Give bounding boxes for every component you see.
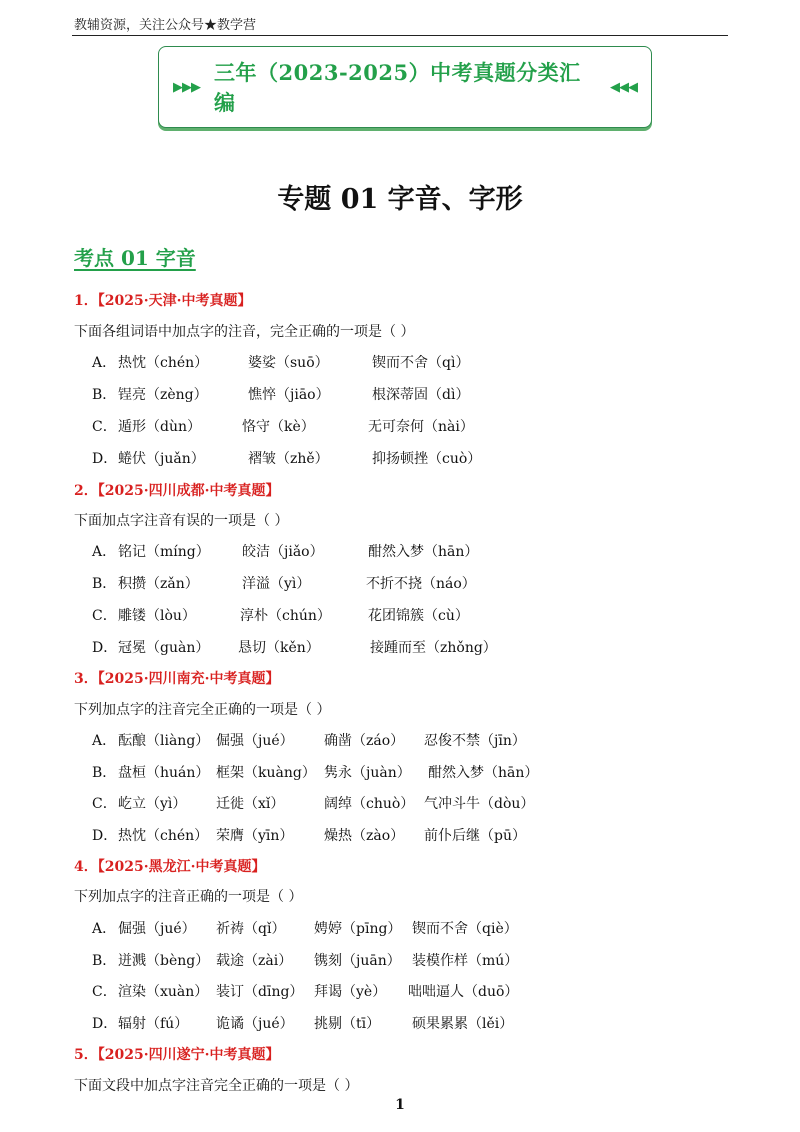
q2-option-c-item: 雕镂（lòu） [118, 608, 196, 624]
banner-title: 三年（2023-2025）中考真题分类汇编 [214, 60, 581, 115]
q4-option-d-item: 挑剔（tī） [314, 1016, 381, 1032]
question-3-source: 3．【2025·四川南充·中考真题】 [74, 671, 280, 687]
q4-option-b-item: 装模作样（mú） [412, 953, 519, 969]
title-banner [158, 46, 652, 128]
q3-option-b-item: 盘桓（huán） [118, 765, 210, 781]
q3-option-d-item: 荣膺（yīn） [216, 828, 294, 844]
q2-option-d-item: 接踵而至（zhǒng） [370, 640, 497, 656]
q4-option-a-item: 祈祷（qǐ） [216, 921, 286, 937]
question-2-source: 2．【2025·四川成都·中考真题】 [74, 483, 280, 499]
q4-option-d-item: 诡谲（jué） [216, 1016, 294, 1032]
q4-option-b-letter: B． [92, 953, 117, 969]
q4-option-d-item: 辐射（fú） [118, 1016, 189, 1032]
q4-option-a-item: 倔强（jué） [118, 921, 196, 937]
q3-option-a-item: 酝酿（liàng） [118, 733, 210, 749]
q3-option-b-item: 框架（kuàng） [216, 765, 316, 781]
q4-option-b-item: 迸溅（bèng） [118, 953, 210, 969]
q4-option-a-letter: A． [92, 921, 117, 937]
q4-option-d-letter: D． [92, 1016, 118, 1032]
q2-option-b-item: 不折不挠（náo） [366, 576, 476, 592]
q3-option-d-item: 燥热（zào） [324, 828, 405, 844]
q1-option-b-item: 憔悴（jiāo） [248, 387, 330, 403]
q1-option-d-item: 褶皱（zhě） [248, 451, 329, 467]
q1-option-d-letter: D． [92, 451, 118, 467]
q1-option-a-item: 锲而不舍（qì） [372, 355, 470, 371]
q4-option-d-item: 硕果累累（lěi） [412, 1016, 514, 1032]
section-heading: 考点 01 字音 [74, 246, 196, 270]
page-title: 专题 01 字音、字形 [277, 184, 523, 215]
question-1-stem: 下面各组词语中加点字的注音，完全正确的一项是（ ） [74, 324, 415, 340]
q3-option-b-letter: B． [92, 765, 117, 781]
q1-option-a-item: 婆娑（suō） [248, 355, 329, 371]
q1-option-d-item: 蜷伏（juǎn） [118, 451, 205, 467]
question-4-source: 4．【2025·黑龙江·中考真题】 [74, 859, 266, 875]
q2-option-b-letter: B． [92, 576, 117, 592]
q3-option-c-item: 迁徙（xǐ） [216, 796, 285, 812]
q4-option-c-letter: C． [92, 984, 117, 1000]
q4-option-b-item: 载途（zài） [216, 953, 293, 969]
q1-option-a-letter: A． [92, 355, 117, 371]
q2-option-c-item: 淳朴（chún） [240, 608, 331, 624]
q2-option-a-item: 酣然入梦（hān） [368, 544, 479, 560]
q3-option-b-item: 隽永（juàn） [324, 765, 411, 781]
q4-option-c-item: 渲染（xuàn） [118, 984, 209, 1000]
banner-right-arrows-icon: ◀◀◀ [610, 79, 637, 95]
question-1-source: 1．【2025·天津·中考真题】 [74, 293, 252, 309]
q4-option-a-item: 锲而不舍（qiè） [412, 921, 518, 937]
q4-option-c-item: 拜谒（yè） [314, 984, 387, 1000]
q3-option-c-item: 屹立（yì） [118, 796, 187, 812]
q1-option-d-item: 抑扬顿挫（cuò） [372, 451, 482, 467]
q2-option-a-item: 皎洁（jiǎo） [242, 544, 324, 560]
q2-option-a-letter: A． [92, 544, 117, 560]
q2-option-c-letter: C． [92, 608, 117, 624]
question-4-stem: 下列加点字的注音正确的一项是（ ） [74, 889, 303, 905]
q3-option-a-item: 忍俊不禁（jīn） [424, 733, 526, 749]
q1-option-c-item: 恪守（kè） [242, 419, 315, 435]
banner-left-arrows-icon: ▶▶▶ [173, 79, 200, 95]
q1-option-a-item: 热忱（chén） [118, 355, 209, 371]
banner-title-row [159, 47, 651, 127]
q2-option-a-item: 铭记（míng） [118, 544, 210, 560]
q4-option-b-item: 镌刻（juān） [314, 953, 401, 969]
q2-option-b-item: 积攒（zǎn） [118, 576, 199, 592]
q2-option-d-letter: D． [92, 640, 118, 656]
q2-option-d-item: 恳切（kěn） [238, 640, 320, 656]
question-5-source: 5．【2025·四川遂宁·中考真题】 [74, 1047, 280, 1063]
q3-option-c-item: 气冲斗牛（dòu） [424, 796, 535, 812]
q2-option-b-item: 洋溢（yì） [242, 576, 311, 592]
q4-option-c-item: 咄咄逼人（duō） [408, 984, 519, 1000]
q4-option-c-item: 装订（dīng） [216, 984, 304, 1000]
q1-option-c-item: 无可奈何（nài） [368, 419, 474, 435]
q3-option-c-letter: C． [92, 796, 117, 812]
q3-option-a-letter: A． [92, 733, 117, 749]
q2-option-c-item: 花团锦簇（cù） [368, 608, 469, 624]
q2-option-d-item: 冠冕（guàn） [118, 640, 210, 656]
question-2-stem: 下面加点字注音有误的一项是（ ） [74, 513, 289, 529]
q1-option-b-item: 锃亮（zèng） [118, 387, 208, 403]
page-number: 1 [395, 1097, 405, 1113]
q1-option-c-item: 遁形（dùn） [118, 419, 201, 435]
q4-option-a-item: 娉婷（pīng） [314, 921, 402, 937]
question-3-stem: 下列加点字的注音完全正确的一项是（ ） [74, 702, 331, 718]
q3-option-d-item: 前仆后继（pū） [424, 828, 526, 844]
q1-option-c-letter: C． [92, 419, 117, 435]
header-divider [72, 35, 728, 36]
q1-option-b-item: 根深蒂固（dì） [372, 387, 470, 403]
q1-option-b-letter: B． [92, 387, 117, 403]
question-5-stem: 下面文段中加点字注音完全正确的一项是（ ） [74, 1078, 359, 1094]
q3-option-a-item: 倔强（jué） [216, 733, 294, 749]
q3-option-c-item: 阔绰（chuò） [324, 796, 415, 812]
q3-option-b-item: 酣然入梦（hān） [428, 765, 539, 781]
q3-option-d-item: 热忱（chén） [118, 828, 209, 844]
page-header-text: 教辅资源，关注公众号★教学营 [74, 18, 257, 33]
q3-option-d-letter: D． [92, 828, 118, 844]
q3-option-a-item: 确凿（záo） [324, 733, 405, 749]
